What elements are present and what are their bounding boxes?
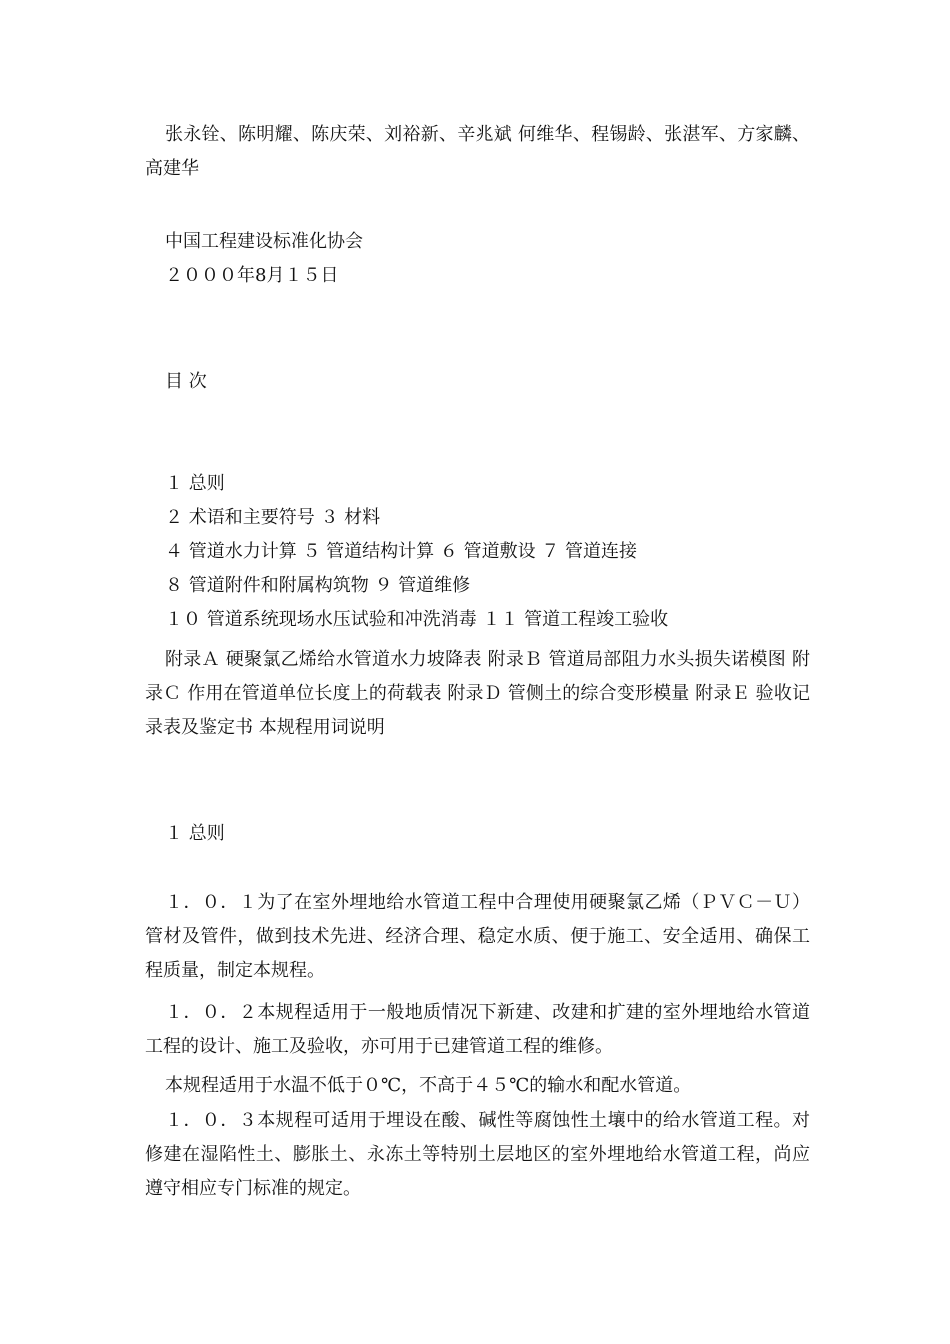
toc-appendix-list: 附录Ａ 硬聚氯乙烯给水管道水力坡降表 附录Ｂ 管道局部阻力水头损失诺模图 附录Ｃ 作用在管道单位长度上的荷载表 附录Ｄ 管侧土的综合变形模量 附录Ｅ 验收记录表及鉴定书 本规程用词说明 [145, 649, 810, 738]
issue-date: ２０００年8月１５日 [165, 265, 339, 286]
organization-name: 中国工程建设标准化协会 [165, 231, 363, 252]
toc-line: １ 总则 [165, 473, 225, 494]
clause-1-0-2-scope: 本规程适用于水温不低于０℃，不高于４５℃的输水和配水管道。 [165, 1075, 692, 1096]
clause-1-0-1: １．０．１为了在室外埋地给水管道工程中合理使用硬聚氯乙烯（ＰＶＣ－Ｕ）管材及管件，做到技术先进、经济合理、稳定水质、便于施工、安全适用、确保工程质量，制定本规程。 [145, 892, 810, 981]
authors-list: 张永铨、陈明耀、陈庆荣、刘裕新、辛兆斌 何维华、程锡龄、张湛军、方家麟、高建华 [145, 124, 810, 179]
toc-line: ８ 管道附件和附属构筑物 ９ 管道维修 [165, 575, 471, 596]
clause-1-0-2: １．０．２本规程适用于一般地质情况下新建、改建和扩建的室外埋地给水管道工程的设计、施工及验收，亦可用于已建管道工程的维修。 [145, 1002, 810, 1057]
clause-1-0-3: １．０．３本规程可适用于埋设在酸、碱性等腐蚀性土壤中的给水管道工程。对修建在湿陷性土、膨胀土、永冻土等特别土层地区的室外埋地给水管道工程，尚应遵守相应专门标准的规定。 [145, 1110, 810, 1199]
toc-heading: 目 次 [165, 371, 207, 392]
chapter-heading: １ 总则 [165, 823, 225, 844]
toc-line: ２ 术语和主要符号 ３ 材料 [165, 507, 381, 528]
toc-line: １０ 管道系统现场水压试验和冲洗消毒 １１ 管道工程竣工验收 [165, 609, 669, 630]
toc-line: ４ 管道水力计算 ５ 管道结构计算 ６ 管道敷设 ７ 管道连接 [165, 541, 638, 562]
